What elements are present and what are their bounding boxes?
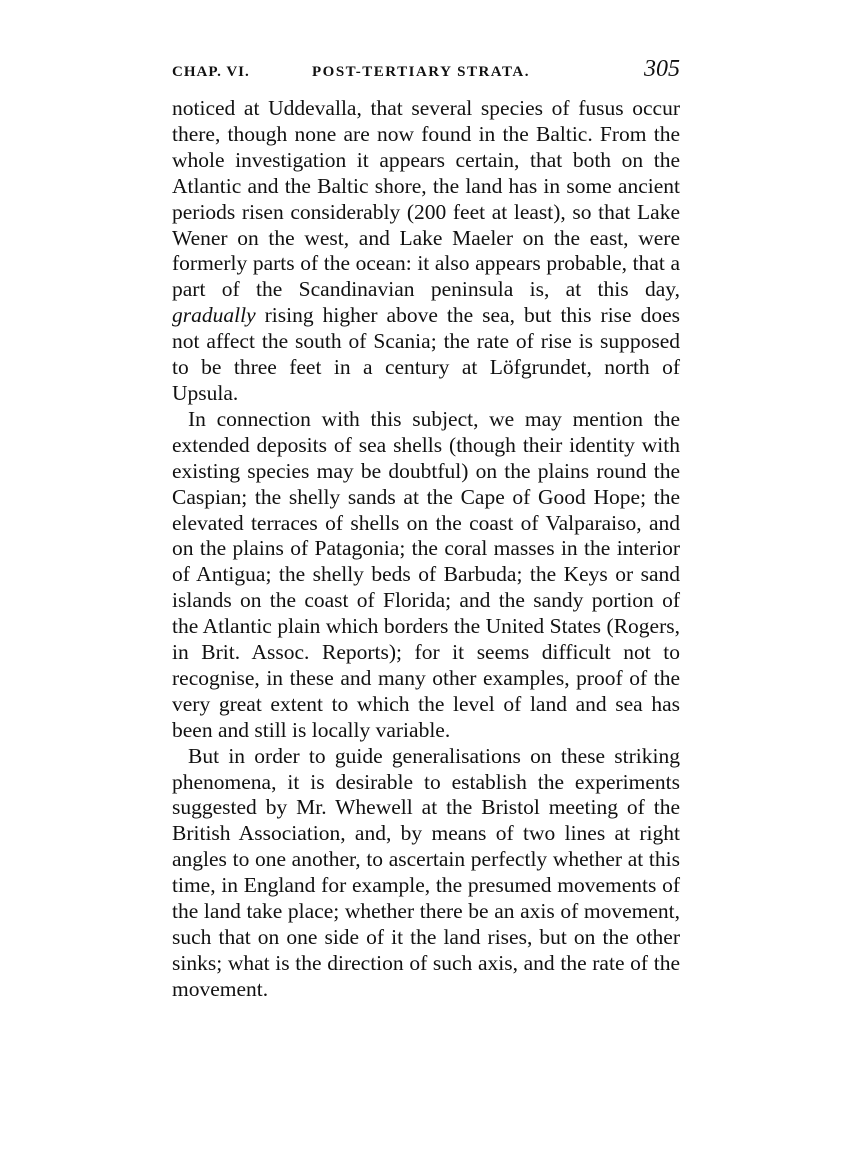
running-title: POST-TERTIARY STRATA.	[312, 64, 530, 80]
paragraph-text: rising higher above the sea, but this rise does not affect the south of Scania; the rate of rise is supposed to be three feet in a century at Löfgrundet, north of Upsula.	[172, 303, 680, 405]
paragraph-continued	[172, 96, 680, 407]
paragraph: In connection with this subject, we may mention the extended deposits of sea shells (though their identity with existing species may be doubtful) on the plains round the Caspian; the shelly sands at the Cape of Good Hope; the elevated terraces of shells on the coast of Valparaiso, and on the plains of Patagonia; the coral masses in the interior of Antigua; the shelly beds of Barbuda; the Keys or sand islands on the coast of Florida; and the sandy portion of the Atlantic plain which borders the United States (Rogers, in Brit. Assoc. Reports); for it seems difficult not to recognise, in these and many other examples, proof of the very great extent to which the level of land and sea has been and still is locally variable.	[172, 406, 680, 742]
body-text	[172, 96, 680, 1003]
italic-emphasis: gradually	[172, 303, 256, 328]
page-number: 305	[644, 56, 680, 82]
chapter-label: CHAP. VI.	[172, 64, 250, 80]
paragraph: But in order to guide generalisations on these striking phenomena, it is desirable to establish the experiments suggested by Mr. Whewell at the Bristol meeting of the British Association, and, by means of two lines at right angles to one another, to ascertain perfectly whether at this time, in England for example, the presumed movements of the land take place; whether there be an axis of movement, such that on one side of it the land rises, but on the other sinks; what is the direction of such axis, and the rate of the movement.	[172, 743, 680, 1001]
paragraph-text: noticed at Uddevalla, that several species of fusus occur there, though none are now found in the Baltic. From the whole investigation it appears certain, that both on the Atlantic and the Baltic shore, the land has in some ancient periods risen considerably (200 feet at least), so that Lake Wener on the west, and Lake Maeler on the east, were formerly parts of the ocean: it also appears probable, that a part of the Scandinavian peninsula is, at this day,	[172, 96, 680, 302]
running-head	[172, 56, 680, 92]
